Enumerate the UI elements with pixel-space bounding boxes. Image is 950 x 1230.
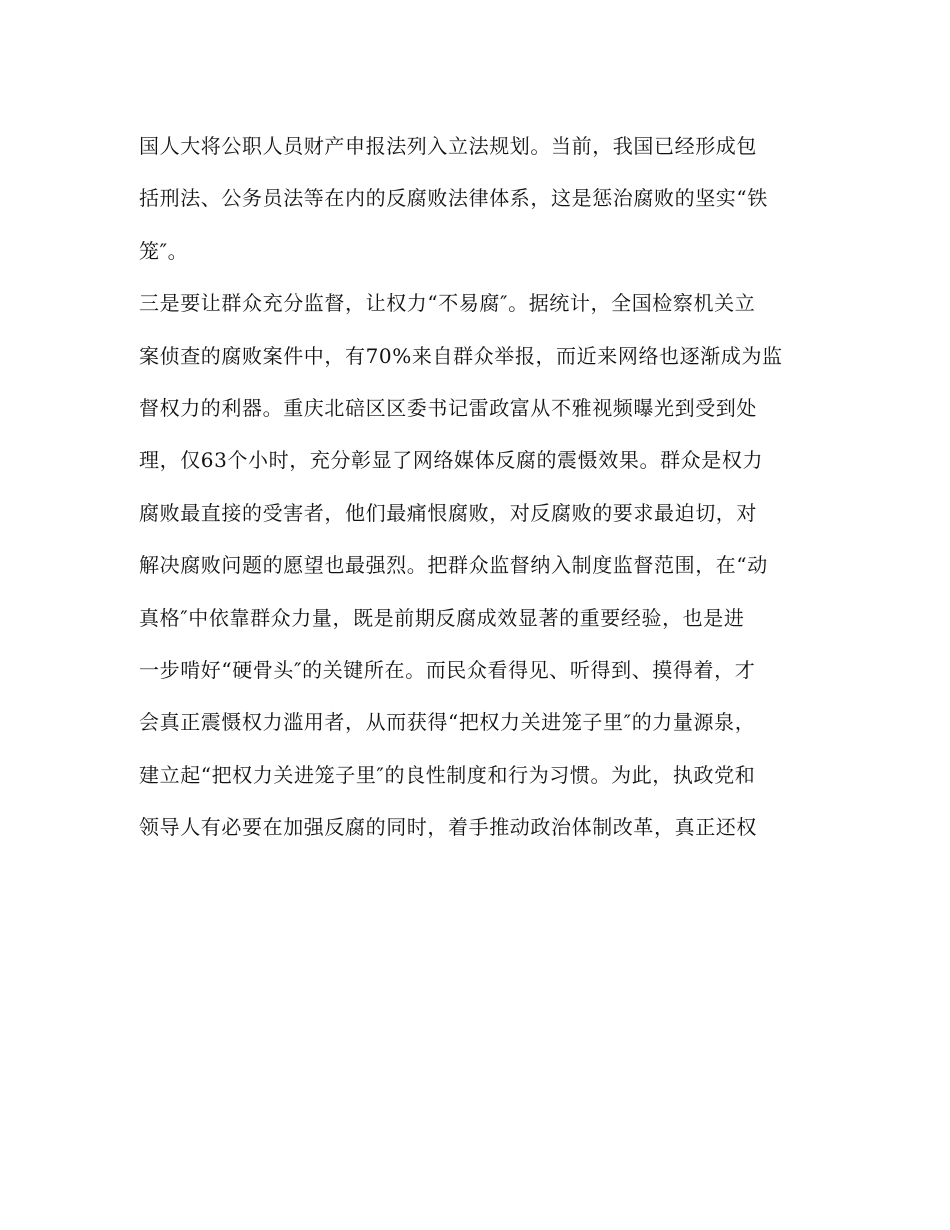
text-line: 建立起“把权力关进笼子里″的良性制度和行为习惯。为此，执政党和: [139, 762, 756, 787]
text-line: 案侦查的腐败案件中，有70%来自群众举报，而近来网络也逐渐成为监: [139, 343, 783, 368]
text-line: 理，仅63个小时，充分彰显了网络媒体反腐的震慑效果。群众是权力: [139, 448, 764, 473]
text-line: 括刑法、公务员法等在内的反腐败法律体系，这是惩治腐败的坚实“铁: [139, 186, 768, 211]
text-line: 督权力的利器。重庆北碚区区委书记雷政富从不雅视频曝光到受到处: [139, 395, 757, 420]
text-line: 三是要让群众充分监督，让权力“不易腐″。据统计，全国检察机关立: [139, 291, 756, 316]
text-line: 一步啃好“硬骨头″的关键所在。而民众看得见、听得到、摸得着，才: [139, 657, 756, 682]
text-line: 腐败最直接的受害者，他们最痛恨腐败，对反腐败的要求最迫切，对: [139, 500, 757, 525]
text-line: 国人大将公职人员财产申报法列入立法规划。当前，我国已经形成包: [139, 134, 757, 158]
text-line: 真格″中依靠群众力量，既是前期反腐成效显著的重要经验，也是进: [139, 605, 745, 630]
text-line: 会真正震慑权力滥用者，从而获得“把权力关进笼子里″的力量源泉，: [139, 710, 756, 735]
body-text: [139, 120, 839, 853]
text-line: 笼″。: [139, 238, 189, 263]
text-line: 领导人有必要在加强反腐的同时，着手推动政治体制改革，真正还权: [139, 815, 757, 840]
text-line: 解决腐败问题的愿望也最强烈。把群众监督纳入制度监督范围，在“动: [139, 553, 768, 578]
